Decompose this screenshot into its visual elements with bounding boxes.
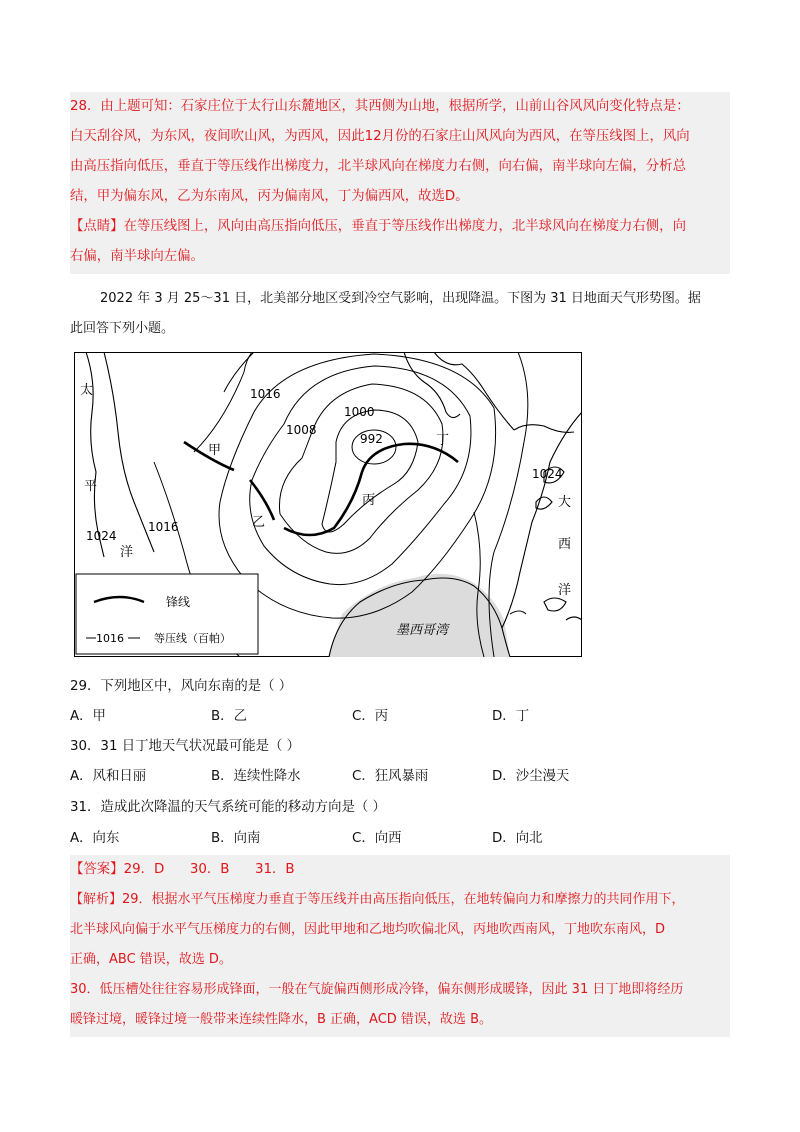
analysis-label: 【解析】 [70,892,123,907]
atlantic-char-2: 西 [558,537,572,552]
q28-line-2: 白天刮谷风，为东风，夜间吹山风，为西风，因此12月份的石家庄山风风向为西风，在等压线图上，风向 [70,129,690,144]
weather-map-svg [74,352,582,657]
q31-option-c[interactable]: C．向西 [352,831,402,846]
answer-analysis [70,855,730,1037]
q29-option-b[interactable]: B．乙 [211,709,247,724]
pacific-char-1: 太 [80,383,94,398]
q28-analysis [70,92,730,274]
q30-option-b[interactable]: B．连续性降水 [211,769,301,784]
isobar-label-1000: 1000 [344,405,375,419]
isobar-label-1016-north: 1016 [250,387,281,401]
analysis-line-1 [70,885,730,915]
q30-option-c[interactable]: C．狂风暴雨 [352,769,429,784]
isobar-label-1024-atlantic: 1024 [532,467,563,481]
legend-front-label: 锋线 [166,595,191,609]
place-jia: 甲 [208,443,222,458]
q30-option-a[interactable]: A．风和日丽 [70,769,147,784]
analysis-line-4: 30．低压槽处往往容易形成锋面，一般在气旋偏西侧形成冷锋，偏东侧形成暖锋，因此 31 日丁地即将经历 [70,982,684,997]
q28-line-1: 28．由上题可知：石家庄位于太行山东麓地区，其西侧为山地，根据所学，山前山谷风风向变化特点是： [70,99,690,114]
tip-text-1: 在等压线图上，风向由高压指向低压，垂直于等压线作出梯度力，北半球风向在梯度力右侧，向 [123,219,686,234]
map-legend [76,574,258,654]
tip-line-1 [70,212,730,242]
answer-text: 29．D 30．B 31．B [123,862,295,877]
analysis-line-3: 正确，ABC 错误，故选 D。 [70,952,232,967]
question-intro [70,284,730,344]
atlantic-char-1: 大 [558,495,572,510]
analysis-first: 29．根据水平气压梯度力垂直于等压线并由高压指向低压，在地转偏向力和摩擦力的共同作用下， [122,892,685,907]
answer-label: 【答案】 [70,862,124,877]
q31-option-d[interactable]: D．向北 [492,831,543,846]
intro-line-1: 2022 年 3 月 25～31 日，北美部分地区受到冷空气影响，出现降温。下图为 31 日地面天气形势图。据 [100,291,701,306]
question-29-stem: 29．下列地区中，风向东南的是（ ） [70,679,293,694]
pacific-char-3: 洋 [120,545,134,560]
intro-line-2: 此回答下列小题。 [70,321,175,336]
weather-map [74,352,582,657]
pacific-char-2: 平 [84,479,98,494]
q31-option-b[interactable]: B．向南 [211,831,261,846]
isobar-label-1016-west: 1016 [148,520,179,534]
question-31-stem: 31．造成此次降温的天气系统可能的移动方向是（ ） [70,800,386,815]
answer-line [70,855,730,885]
isobar-label-1008: 1008 [286,423,317,437]
isobar-label-992: 992 [360,432,383,446]
q29-option-a[interactable]: A．甲 [70,709,106,724]
legend-isobar-label: 等压线（百帕） [154,632,231,645]
q28-line-4: 结，甲为偏东风，乙为东南风，丙为偏南风，丁为偏西风，故选D。 [70,189,469,204]
atlantic-char-3: 洋 [558,583,572,598]
place-ding: 丁 [436,433,450,448]
place-bing: 丙 [362,493,376,508]
tip-label: 【点睛】 [70,219,124,234]
analysis-line-5: 暖锋过境，暖锋过境一般带来连续性降水，B 正确，ACD 错误，故选 B。 [70,1012,492,1027]
analysis-line-2: 北半球风向偏于水平气压梯度力的右侧，因此甲地和乙地均吹偏北风，丙地吹西南风，丁地吹东南风，D [70,922,666,937]
q30-option-d[interactable]: D．沙尘漫天 [492,769,570,784]
legend-isobar-sample: 1016 [96,632,124,645]
gulf-of-mexico-label: 墨西哥湾 [396,623,449,638]
q31-option-a[interactable]: A．向东 [70,831,120,846]
q29-option-c[interactable]: C．丙 [352,709,389,724]
place-yi: 乙 [252,515,266,530]
q28-line-3: 由高压指向低压，垂直于等压线作出梯度力，北半球风向在梯度力右侧，向右偏，南半球向左偏，分析总 [70,159,686,174]
q29-option-d[interactable]: D．丁 [492,709,530,724]
tip-line-2: 右偏，南半球向左偏。 [70,249,204,264]
question-30-stem: 30．31 日丁地天气状况最可能是（ ） [70,739,301,754]
isobar-label-1024-pacific: 1024 [86,529,117,543]
